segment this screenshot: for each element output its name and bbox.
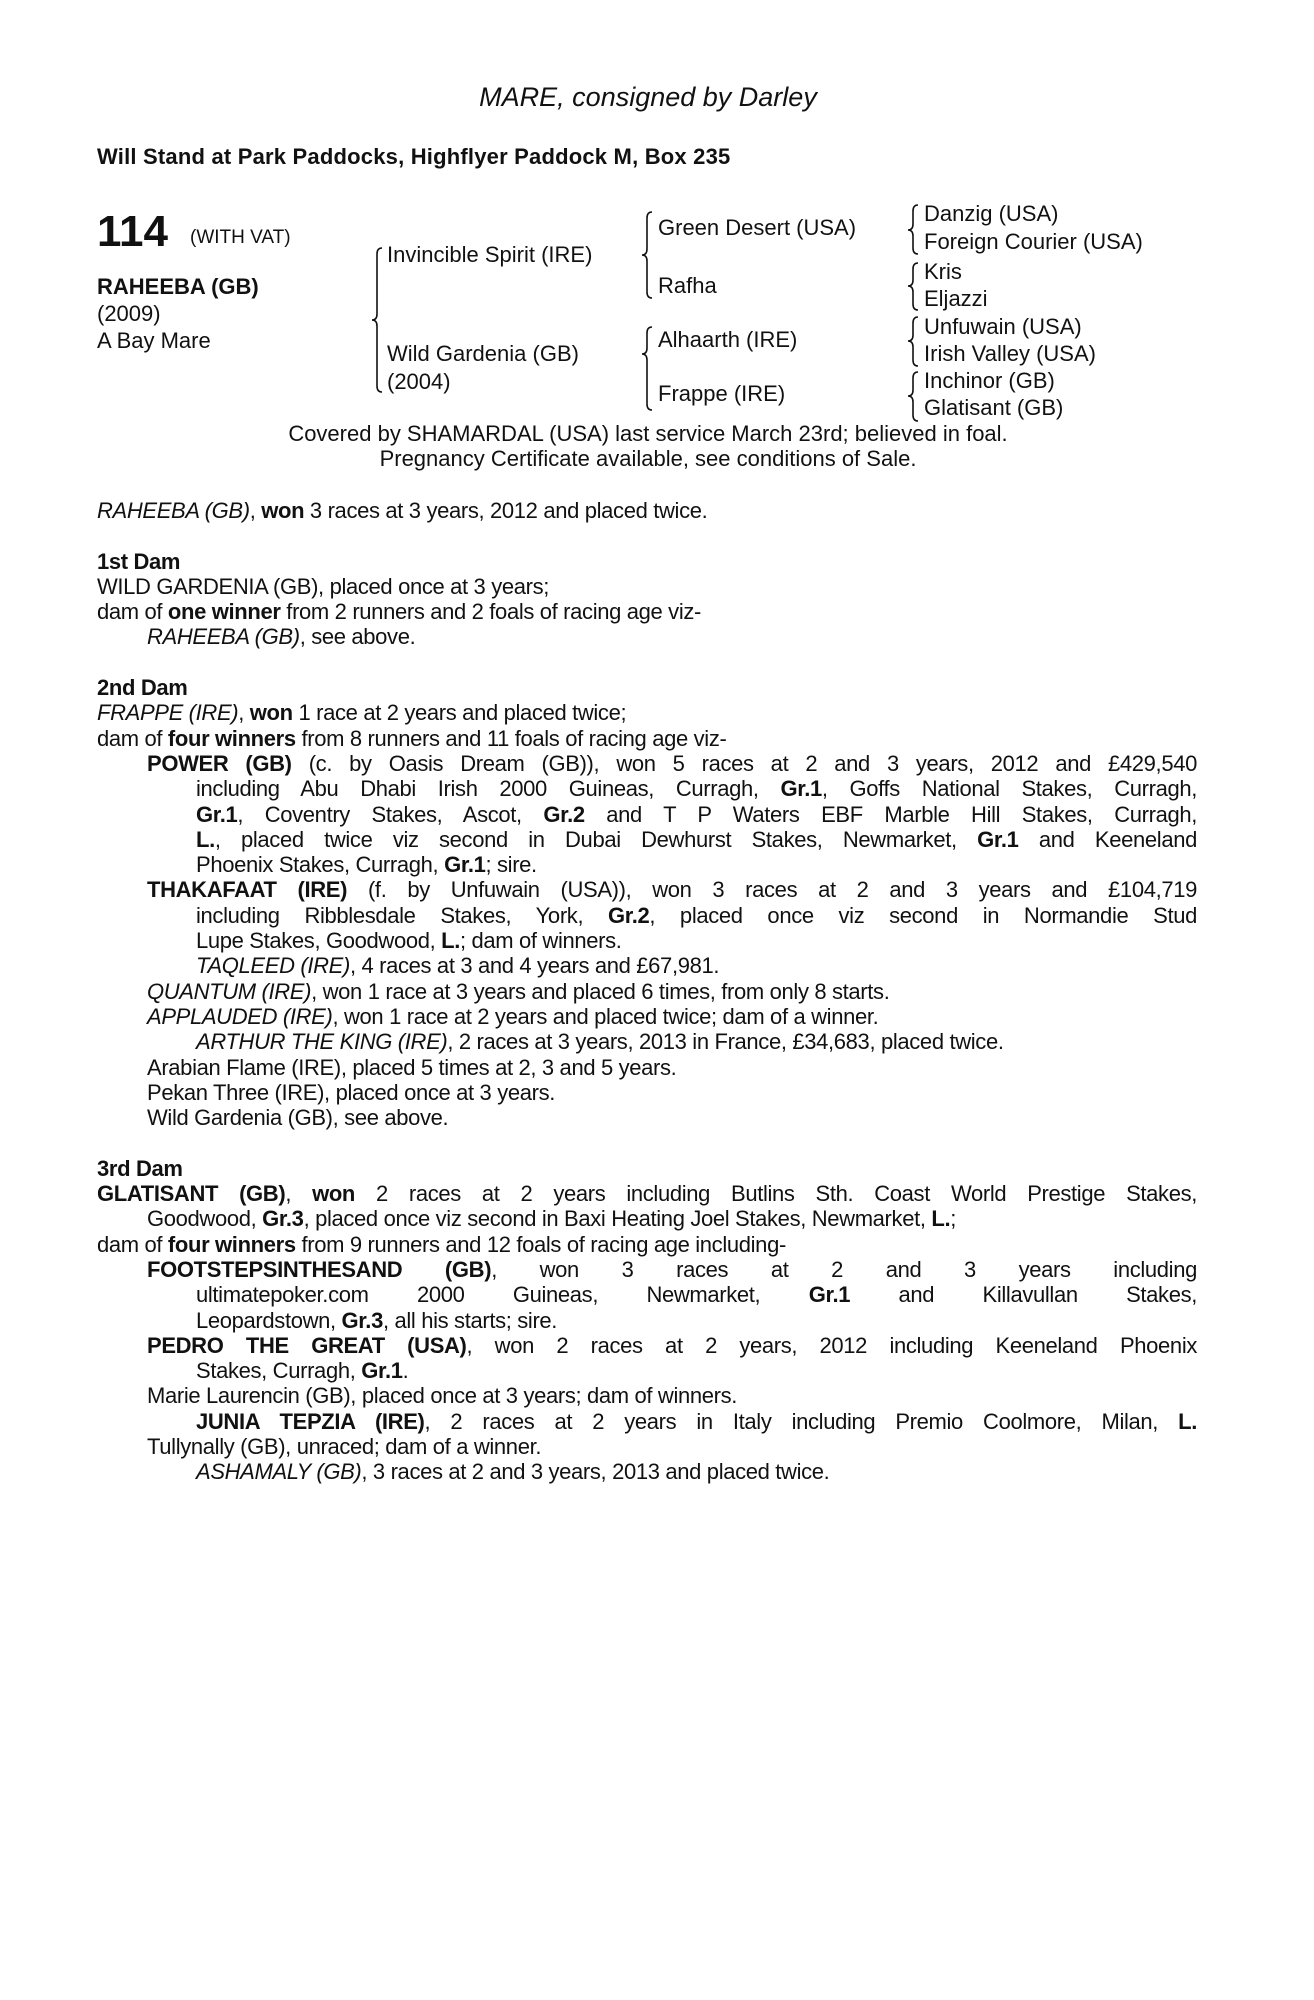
text-line <box>97 751 1197 776</box>
text-line <box>97 979 1197 1004</box>
italic-text: QUANTUM (IRE) <box>147 978 312 1004</box>
text-line <box>97 675 1197 700</box>
text-line <box>97 1080 1197 1105</box>
pedigree-dam-sire: Alhaarth (IRE) <box>658 327 798 352</box>
bold-text: L. <box>1178 1408 1197 1434</box>
text-segment: , Coventry Stakes, Ascot, <box>237 801 544 827</box>
text-line <box>97 1206 1197 1231</box>
italic-text: ARTHUR THE KING (IRE) <box>196 1029 448 1055</box>
italic-text: RAHEEBA (GB) <box>97 498 250 523</box>
text-segment: WILD GARDENIA (GB), placed once at 3 years; <box>97 573 550 599</box>
italic-text: ASHAMALY (GB) <box>196 1459 362 1485</box>
bold-text: PEDRO THE GREAT (USA) <box>147 1332 467 1358</box>
text-segment: Lupe Stakes, Goodwood, <box>196 928 442 954</box>
brace-icon <box>642 212 652 298</box>
text-segment: , 2 races at 2 years in Italy including Premio Coolmore, Milan, <box>424 1408 1179 1434</box>
text-segment: Arabian Flame (IRE), placed 5 times at 2, 3 and 5 years. <box>147 1054 677 1080</box>
pedigree-gen3: Danzig (USA) <box>924 201 1059 226</box>
pedigree-gen3: Irish Valley (USA) <box>924 341 1096 366</box>
pedigree-gen3: Foreign Courier (USA) <box>924 229 1143 254</box>
text-segment: , placed twice viz second in Dubai Dewhurst Stakes, Newmarket, <box>214 826 978 852</box>
text-segment: , won 1 race at 3 years and placed 6 times, from only 8 starts. <box>311 978 890 1004</box>
text-segment: 1 race at 2 years and placed twice; <box>292 700 627 726</box>
text-line <box>97 624 1197 649</box>
text-line <box>97 1383 1197 1408</box>
pedigree-gen3: Unfuwain (USA) <box>924 314 1082 339</box>
text-line <box>97 1333 1197 1358</box>
text-line <box>97 1029 1197 1054</box>
lot-number: 114 <box>97 207 168 256</box>
text-segment: . <box>402 1358 409 1384</box>
bold-text: Gr.3 <box>341 1307 383 1333</box>
text-segment: ; sire. <box>485 852 537 878</box>
text-segment: (f. by Unfuwain (USA)), won 3 races at 2 and 3 years and £104,719 <box>347 877 1197 903</box>
blank-line <box>97 650 1197 675</box>
blank-line <box>97 1130 1197 1155</box>
bold-text: FOOTSTEPSINTHESAND (GB) <box>147 1256 492 1282</box>
pedigree-sire: Invincible Spirit (IRE) <box>387 242 593 267</box>
text-segment: , <box>238 700 250 726</box>
bold-text: 2nd Dam <box>97 675 188 701</box>
text-line <box>97 827 1197 852</box>
text-segment: Goodwood, <box>147 1206 263 1232</box>
text-segment: including Ribblesdale Stakes, York, <box>196 902 608 928</box>
bold-text: Gr.1 <box>444 852 486 878</box>
bold-text: one winner <box>167 599 281 625</box>
text-segment: and Killavullan Stakes, <box>850 1282 1197 1308</box>
bold-text: Gr.1 <box>361 1358 403 1384</box>
italic-text: APPLAUDED (IRE) <box>147 1003 333 1029</box>
text-segment: Phoenix Stakes, Curragh, <box>196 852 445 878</box>
text-line <box>97 1105 1197 1130</box>
text-segment: , <box>285 1181 313 1207</box>
bold-text: won <box>249 700 293 726</box>
text-line <box>97 903 1197 928</box>
pedigree-dam-dam: Frappe (IRE) <box>658 381 786 406</box>
text-segment: and Keeneland <box>1018 826 1197 852</box>
text-line <box>97 1156 1197 1181</box>
horse-description: A Bay Mare <box>97 328 211 353</box>
text-segment: ; dam of winners. <box>459 928 622 954</box>
text-line <box>97 1434 1197 1459</box>
text-line <box>97 1459 1197 1484</box>
text-line <box>97 1409 1197 1434</box>
text-segment: , won 3 races at 2 and 3 years including <box>491 1256 1197 1282</box>
text-segment: ; <box>950 1206 956 1232</box>
text-line <box>97 1308 1197 1333</box>
text-line <box>97 1358 1197 1383</box>
stand-location: Will Stand at Park Paddocks, Highflyer Paddock M, Box 235 <box>97 144 731 169</box>
pedigree-gen3: Inchinor (GB) <box>924 368 1055 393</box>
text-line <box>97 802 1197 827</box>
bold-text: four winners <box>167 1231 296 1257</box>
pedigree-sire-sire: Green Desert (USA) <box>658 215 857 240</box>
italic-text: TAQLEED (IRE) <box>196 953 350 979</box>
pedigree-gen3: Eljazzi <box>924 286 988 311</box>
text-segment: dam of <box>97 1231 168 1257</box>
catalogue-pedigree-notes <box>97 498 1197 1485</box>
brace-icon <box>908 372 918 421</box>
text-segment: (c. by Oasis Dream (GB)), won 5 races at 2 and 3 years, 2012 and £429,540 <box>291 750 1197 776</box>
text-line <box>97 1004 1197 1029</box>
text-line <box>97 1232 1197 1257</box>
text-line <box>97 1257 1197 1282</box>
text-segment: Stakes, Curragh, <box>196 1358 362 1384</box>
bold-text: Gr.2 <box>607 902 650 928</box>
bold-text: L. <box>441 928 460 954</box>
pedigree-sire-dam: Rafha <box>658 273 717 298</box>
bold-text: Gr.1 <box>977 826 1019 852</box>
text-line <box>97 852 1197 877</box>
bold-text: THAKAFAAT (IRE) <box>147 877 348 903</box>
text-segment: 3 races at 3 years, 2012 and placed twice. <box>304 498 708 523</box>
text-segment: from 9 runners and 12 foals of racing age including- <box>295 1231 786 1257</box>
bold-text: won <box>312 1181 356 1207</box>
blank-line <box>97 523 1197 548</box>
brace-icon <box>908 263 918 310</box>
text-segment: Tullynally (GB), unraced; dam of a winner. <box>147 1433 542 1459</box>
italic-text: FRAPPE (IRE) <box>97 700 239 726</box>
bold-text: Gr.1 <box>196 801 238 827</box>
text-line <box>97 498 1197 523</box>
bold-text: GLATISANT (GB) <box>97 1181 286 1207</box>
text-segment: Marie Laurencin (GB), placed once at 3 years; dam of winners. <box>147 1383 738 1409</box>
lot-heading: MARE, consigned by Darley <box>479 82 817 112</box>
text-segment: including Abu Dhabi Irish 2000 Guineas, Curragh, <box>196 776 781 802</box>
pregnancy-note: Pregnancy Certificate available, see conditions of Sale. <box>379 446 917 471</box>
horse-year: (2009) <box>97 301 161 326</box>
text-segment: , won 1 race at 2 years and placed twice; dam of a winner. <box>332 1003 879 1029</box>
horse-name: RAHEEBA (GB) <box>97 274 259 299</box>
bold-text: Gr.1 <box>808 1282 851 1308</box>
bold-text: four winners <box>167 725 296 751</box>
text-segment: , placed once viz second in Baxi Heating Joel Stakes, Newmarket, <box>303 1206 932 1232</box>
text-line <box>97 953 1197 978</box>
pedigree-dam: Wild Gardenia (GB) <box>387 341 579 366</box>
text-line <box>97 776 1197 801</box>
bold-text: Gr.3 <box>262 1206 304 1232</box>
text-segment: , see above. <box>299 624 416 650</box>
text-segment: and T P Waters EBF Marble Hill Stakes, Curragh, <box>584 801 1197 827</box>
text-line <box>97 928 1197 953</box>
text-segment: 2 races at 2 years including Butlins Sth. Coast World Prestige Stakes, <box>355 1181 1197 1207</box>
text-segment: dam of <box>97 725 168 751</box>
text-segment: , 3 races at 2 and 3 years, 2013 and placed twice. <box>361 1459 830 1485</box>
brace-icon <box>642 327 652 410</box>
text-line <box>97 599 1197 624</box>
bold-text: L. <box>196 826 215 852</box>
text-line <box>97 1282 1197 1307</box>
brace-icon <box>908 205 918 254</box>
text-line <box>97 549 1197 574</box>
text-line <box>97 700 1197 725</box>
pedigree-dam-year: (2004) <box>387 369 451 394</box>
text-segment: Leopardstown, <box>196 1307 342 1333</box>
bold-text: POWER (GB) <box>147 750 292 776</box>
text-line <box>97 1055 1197 1080</box>
text-segment: , won 2 races at 2 years, 2012 including Keeneland Phoenix <box>466 1332 1197 1358</box>
covering-note: Covered by SHAMARDAL (USA) last service March 23rd; believed in foal. <box>288 421 1008 446</box>
text-segment: Wild Gardenia (GB), see above. <box>147 1105 449 1131</box>
vat-note: (WITH VAT) <box>190 227 291 248</box>
text-segment: , <box>249 498 262 523</box>
brace-icon <box>908 317 918 366</box>
text-segment: , placed once viz second in Normandie Stud <box>649 902 1197 928</box>
pedigree-gen3: Glatisant (GB) <box>924 395 1064 420</box>
text-segment: Pekan Three (IRE), placed once at 3 years. <box>147 1079 556 1105</box>
pedigree-gen3: Kris <box>924 259 962 284</box>
text-segment: , all his starts; sire. <box>382 1307 558 1333</box>
text-line <box>97 574 1197 599</box>
text-line <box>97 877 1197 902</box>
text-segment: from 8 runners and 11 foals of racing age viz- <box>295 725 727 751</box>
italic-text: RAHEEBA (GB) <box>147 624 300 650</box>
bold-text: JUNIA TEPZIA (IRE) <box>196 1408 425 1434</box>
text-segment: from 2 runners and 2 foals of racing age viz- <box>280 599 701 625</box>
text-line <box>97 726 1197 751</box>
text-line <box>97 1181 1197 1206</box>
bold-text: Gr.1 <box>780 776 822 802</box>
text-segment: , Goffs National Stakes, Curragh, <box>821 776 1197 802</box>
brace-icon <box>372 248 382 392</box>
text-segment: , 2 races at 3 years, 2013 in France, £34,683, placed twice. <box>447 1029 1004 1055</box>
text-segment: ultimatepoker.com 2000 Guineas, Newmarket, <box>196 1282 809 1308</box>
bold-text: 1st Dam <box>97 548 181 574</box>
bold-text: Gr.2 <box>543 801 585 827</box>
text-segment: , 4 races at 3 and 4 years and £67,981. <box>349 953 720 979</box>
bold-text: 3rd Dam <box>97 1155 183 1181</box>
bold-text: L. <box>931 1206 951 1232</box>
text-segment: dam of <box>97 599 168 625</box>
bold-text: won <box>261 498 305 523</box>
